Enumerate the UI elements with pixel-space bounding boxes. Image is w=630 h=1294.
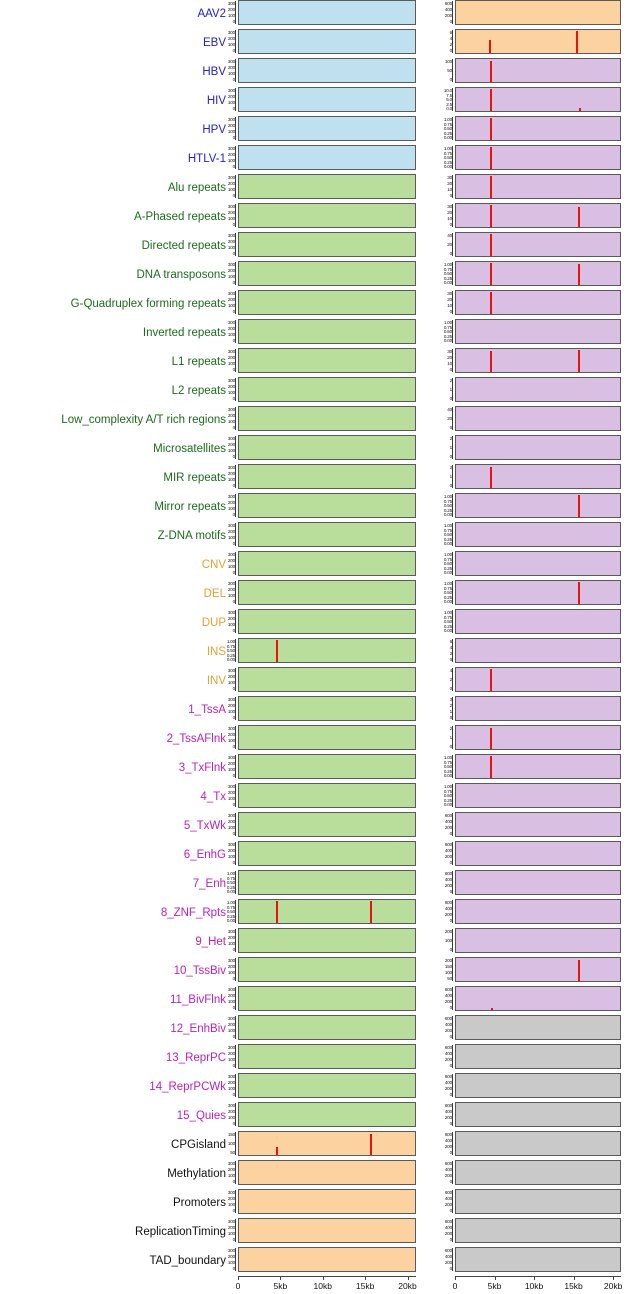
track [455,174,621,199]
track [238,899,416,924]
y-axis-ticks: 1.00 0.75 0.50 0.25 0.00 [443,117,452,140]
y-axis-ticks: 1.00 0.75 0.50 0.25 0.00 [443,552,452,575]
track [238,435,416,460]
track [455,1218,621,1243]
y-axis-ticks: 600 400 200 0 [444,1132,452,1155]
track [455,1044,621,1069]
y-axis-ticks: 600 400 200 0 [444,871,452,894]
bar [490,669,492,691]
row-label: INS [206,645,226,658]
y-axis-ticks: 2 1 0 [449,465,452,488]
y-axis-ticks: 6 4 2 0 [449,639,452,662]
y-axis-ticks: 600 400 200 0 [444,1074,452,1097]
y-axis-ticks: 30 20 10 0 [447,204,452,227]
y-axis-ticks: 2 1 0 [449,726,452,749]
row-label: 14_ReprPCWk [149,1080,226,1093]
axis-tick-label: 5kb [487,1281,502,1291]
row-label: 11_BivFlnk [169,993,226,1006]
axis-tick-label: 0 [452,1281,458,1291]
left-track-panel [238,0,416,1276]
track [455,812,621,837]
row-label: HPV [202,123,226,136]
y-axis-ticks: 30 20 10 0 [447,175,452,198]
axis-tick [323,1276,324,1280]
axis-tick-label: 10kb [524,1281,544,1291]
axis-line [455,1276,621,1277]
track [455,667,621,692]
row-label: DUP [201,616,226,629]
track [238,1102,416,1127]
axis-tick-label: 20kb [398,1281,417,1291]
bar [490,263,492,285]
track [455,116,621,141]
y-axis-ticks: 300 200 100 0 [227,1016,235,1039]
track [455,319,621,344]
track [455,0,621,25]
bar [576,31,578,53]
track [238,290,416,315]
axis-tick [280,1276,281,1280]
track [455,725,621,750]
track [238,145,416,170]
y-axis-ticks: 300 200 100 0 [227,117,235,140]
row-label: 9_Het [195,935,226,948]
row-label: L2 repeats [171,384,226,397]
track [455,261,621,286]
y-axis-ticks: 300 200 100 0 [227,436,235,459]
y-axis-ticks: 300 200 100 0 [227,1161,235,1184]
y-axis-ticks: 600 400 200 0 [444,1190,452,1213]
bar [490,351,492,372]
y-axis-ticks: 30 20 10 0 [447,291,452,314]
track [238,580,416,605]
bar [490,176,492,198]
y-axis-ticks: 300 200 100 0 [227,668,235,691]
y-axis-ticks: 600 400 200 0 [444,987,452,1010]
axis-tick [613,1276,614,1280]
track [455,435,621,460]
y-axis-ticks: 1.00 0.75 0.50 0.25 0.00 [226,900,235,923]
track [238,667,416,692]
track [455,841,621,866]
row-label: DNA transposons [136,268,226,281]
row-label: A-Phased repeats [133,210,226,223]
row-label: 7_Enh [192,877,226,890]
track [238,928,416,953]
y-axis-ticks: 1.00 0.75 0.50 0.25 0.00 [226,639,235,662]
y-axis-ticks: 300 200 100 0 [227,465,235,488]
y-axis-ticks: 600 400 200 0 [444,842,452,865]
bar [578,207,580,227]
y-axis-ticks: 40 20 0 [447,233,452,256]
y-axis-ticks: 300 200 100 0 [227,929,235,952]
bar [276,1147,278,1155]
axis-tick [238,1276,239,1280]
row-label: MIR repeats [163,471,226,484]
y-axis-ticks: 300 200 100 0 [227,88,235,111]
track [455,406,621,431]
bar [578,960,580,981]
y-axis-ticks: 30 20 10 0 [447,349,452,372]
y-axis-ticks: 300 200 100 0 [227,59,235,82]
track [238,754,416,779]
row-label: DEL [203,587,226,600]
y-axis-ticks: 300 200 100 0 [227,1,235,24]
track [455,638,621,663]
axis-line [238,1276,416,1277]
y-axis-ticks: 300 200 100 0 [227,175,235,198]
y-axis-ticks: 600 400 200 0 [444,1161,452,1184]
y-axis-ticks: 150 100 50 [227,1132,235,1155]
row-label: Z-DNA motifs [157,529,226,542]
track [455,957,621,982]
track [238,1044,416,1069]
y-axis-ticks: 300 200 100 0 [227,581,235,604]
bar [370,1134,372,1155]
y-axis-ticks: 1.00 0.75 0.50 0.25 0.00 [443,262,452,285]
y-axis-ticks: 300 200 100 0 [227,958,235,981]
track [238,1160,416,1185]
track [238,232,416,257]
axis-tick [455,1276,456,1280]
track [455,464,621,489]
y-axis-ticks: 300 200 100 0 [227,494,235,517]
track [455,203,621,228]
y-axis-ticks: 300 200 100 0 [227,755,235,778]
y-axis-ticks: 600 400 200 0 [444,813,452,836]
y-axis-ticks: 300 200 100 0 [227,1190,235,1213]
track [455,609,621,634]
y-axis-ticks: 300 200 100 0 [227,610,235,633]
row-label: 15_Quies [176,1109,226,1122]
row-label: HIV [206,94,226,107]
y-axis-ticks: 300 200 100 0 [227,407,235,430]
track [455,1131,621,1156]
y-axis-ticks: 300 200 100 0 [227,1248,235,1271]
y-axis-ticks: 600 400 200 0 [444,1,452,24]
y-axis-ticks: 3 2 1 0 [449,697,452,720]
track [238,696,416,721]
row-label: L1 repeats [171,355,226,368]
track [455,1073,621,1098]
track [455,145,621,170]
y-axis-ticks: 1.00 0.75 0.50 0.25 0.00 [443,755,452,778]
track [238,1073,416,1098]
track [238,551,416,576]
bar [489,40,491,53]
row-label: 2_TssAFlnk [166,732,226,745]
track [238,348,416,373]
right-panel-x-axis [452,1276,623,1294]
axis-tick-label: 5kb [273,1281,288,1291]
y-axis-ticks: 200 150 100 50 [444,958,452,981]
bar [490,205,492,227]
track [455,899,621,924]
track [238,464,416,489]
track [238,783,416,808]
track [238,725,416,750]
y-axis-ticks: 300 200 100 0 [227,1074,235,1097]
y-axis-ticks: 1.00 0.75 0.50 0.25 0.00 [226,871,235,894]
row-label: ReplicationTiming [135,1225,226,1238]
row-label: CNV [201,558,226,571]
left-panel-x-axis [235,1276,417,1294]
y-axis-ticks: 300 200 100 0 [227,552,235,575]
row-label: Microsatellites [153,442,226,455]
track [238,957,416,982]
track [455,493,621,518]
axis-tick-label: 15kb [564,1281,583,1291]
bar [370,901,372,923]
row-label: Methylation [167,1167,226,1180]
track [238,638,416,663]
y-axis-ticks: 300 200 100 0 [227,987,235,1010]
track [238,1218,416,1243]
track [238,841,416,866]
y-axis-ticks: 600 400 200 0 [444,1248,452,1271]
bar [490,756,492,778]
y-axis-ticks: 300 200 100 0 [227,842,235,865]
y-axis-ticks: 2 1 0 [449,436,452,459]
y-axis-ticks: 1.00 0.75 0.50 0.25 0.00 [443,610,452,633]
track [455,348,621,373]
bar [578,350,580,372]
track [238,986,416,1011]
track [455,1102,621,1127]
y-axis-ticks: 300 200 100 0 [227,1219,235,1242]
y-axis-ticks: 300 200 100 0 [227,726,235,749]
track [238,609,416,634]
row-label: TAD_boundary [149,1254,226,1267]
y-axis-ticks: 300 200 100 0 [227,204,235,227]
bar [276,901,278,923]
track [238,87,416,112]
track [455,580,621,605]
bar [490,118,492,140]
row-label: 5_TxWk [183,819,226,832]
y-axis-ticks: 40 20 0 [447,407,452,430]
axis-tick [495,1276,496,1280]
track [455,290,621,315]
row-label: 6_EnhG [183,848,226,861]
track [238,1189,416,1214]
axis-tick [534,1276,535,1280]
track [455,986,621,1011]
track [455,1160,621,1185]
bar [579,108,581,111]
y-axis-ticks: 300 200 100 0 [227,233,235,256]
track [455,1015,621,1040]
y-axis-ticks: 600 400 200 0 [444,1045,452,1068]
y-axis-ticks: 300 200 100 0 [227,378,235,401]
y-axis-ticks: 1.00 0.75 0.50 0.25 0.00 [443,523,452,546]
y-axis-ticks: 10.0 7.5 5.0 2.5 0.0 [443,88,452,111]
row-label: 3_TxFlnk [178,761,226,774]
y-axis-ticks: 300 200 100 0 [227,813,235,836]
bar [578,582,580,604]
y-axis-ticks: 600 400 200 0 [444,1103,452,1126]
bar [490,234,492,256]
track [455,1189,621,1214]
row-label: Inverted repeats [142,326,226,339]
row-label: CPGisland [171,1138,226,1151]
track [455,29,621,54]
track [455,58,621,83]
track [455,754,621,779]
axis-tick [408,1276,409,1280]
track [455,87,621,112]
bar [578,264,580,285]
axis-tick [574,1276,575,1280]
y-axis-ticks: 200 100 0 [444,929,452,952]
row-label: HTLV-1 [187,152,226,165]
y-axis-ticks: 300 200 100 0 [227,523,235,546]
row-label-column [0,0,232,1276]
y-axis-ticks: 300 200 100 0 [227,1045,235,1068]
row-label: Low_complexity A/T rich regions [61,413,226,426]
y-axis-ticks: 6 4 2 0 [449,30,452,53]
track [238,319,416,344]
y-axis-ticks: 2 1 0 [449,378,452,401]
y-axis-ticks: 600 400 200 0 [444,900,452,923]
row-label: 8_ZNF_Rpts [160,906,226,919]
right-track-panel [455,0,621,1276]
y-axis-ticks: 300 200 100 0 [227,1103,235,1126]
track [238,29,416,54]
bar [490,89,492,111]
row-label: Mirror repeats [154,500,226,513]
y-axis-ticks: 1.00 0.75 0.50 0.25 0.00 [443,320,452,343]
row-label: Alu repeats [167,181,226,194]
track [238,116,416,141]
y-axis-ticks: 300 200 100 0 [227,291,235,314]
axis-tick-label: 20kb [603,1281,623,1291]
y-axis-ticks: 1.00 0.75 0.50 0.25 0.00 [443,581,452,604]
track [238,261,416,286]
bar [490,467,492,488]
track [238,870,416,895]
row-label: 1_TssA [188,703,226,716]
row-label: Directed repeats [141,239,226,252]
row-label: Promoters [172,1196,226,1209]
row-label: INV [206,674,226,687]
track [238,0,416,25]
track [455,928,621,953]
track [238,174,416,199]
y-axis-ticks: 1.00 0.75 0.50 0.25 0.00 [443,494,452,517]
track [238,406,416,431]
y-axis-ticks: 300 200 100 0 [227,262,235,285]
track [238,1015,416,1040]
track [238,812,416,837]
row-label: G-Quadruplex forming repeats [70,297,226,310]
bar [490,61,492,82]
row-label: HBV [202,65,226,78]
y-axis-ticks: 600 400 200 0 [444,1219,452,1242]
track [455,522,621,547]
bar [491,1008,493,1010]
track [238,58,416,83]
track [455,696,621,721]
track [455,1247,621,1272]
y-axis-ticks: 300 200 100 0 [227,349,235,372]
axis-tick-label: 15kb [355,1281,375,1291]
y-axis-ticks: 300 200 100 0 [227,146,235,169]
axis-tick-label: 0 [235,1281,241,1291]
row-label: AAV2 [197,7,226,20]
bar [490,292,492,314]
bar [276,640,278,662]
track [238,1131,416,1156]
track [455,232,621,257]
row-label: EBV [202,36,226,49]
track [455,783,621,808]
y-axis-ticks: 300 200 100 0 [227,320,235,343]
y-axis-ticks: 300 200 100 0 [227,30,235,53]
right-panel-y-axis-column [423,0,453,1276]
row-label: 13_ReprPC [165,1051,226,1064]
bar [490,728,492,749]
track [455,870,621,895]
y-axis-ticks: 4 2 0 [449,668,452,691]
row-label: 10_TssBiv [173,964,226,977]
y-axis-ticks: 600 400 200 0 [444,1016,452,1039]
axis-tick [365,1276,366,1280]
track [238,203,416,228]
track [455,377,621,402]
bar [490,147,492,169]
track [455,551,621,576]
row-label: 4_Tx [200,790,226,803]
track [238,522,416,547]
bar [578,495,580,517]
y-axis-ticks: 300 200 100 0 [227,784,235,807]
track [238,377,416,402]
track [238,493,416,518]
left-panel-y-axis-column [206,0,236,1276]
y-axis-ticks: 1.00 0.75 0.50 0.25 0.00 [443,784,452,807]
track [238,1247,416,1272]
y-axis-ticks: 300 200 100 0 [227,697,235,720]
row-label: 12_EnhBiv [170,1022,226,1035]
axis-tick-label: 10kb [313,1281,332,1291]
y-axis-ticks: 1.00 0.75 0.50 0.25 0.00 [443,146,452,169]
y-axis-ticks: 100 50 0 [444,59,452,82]
